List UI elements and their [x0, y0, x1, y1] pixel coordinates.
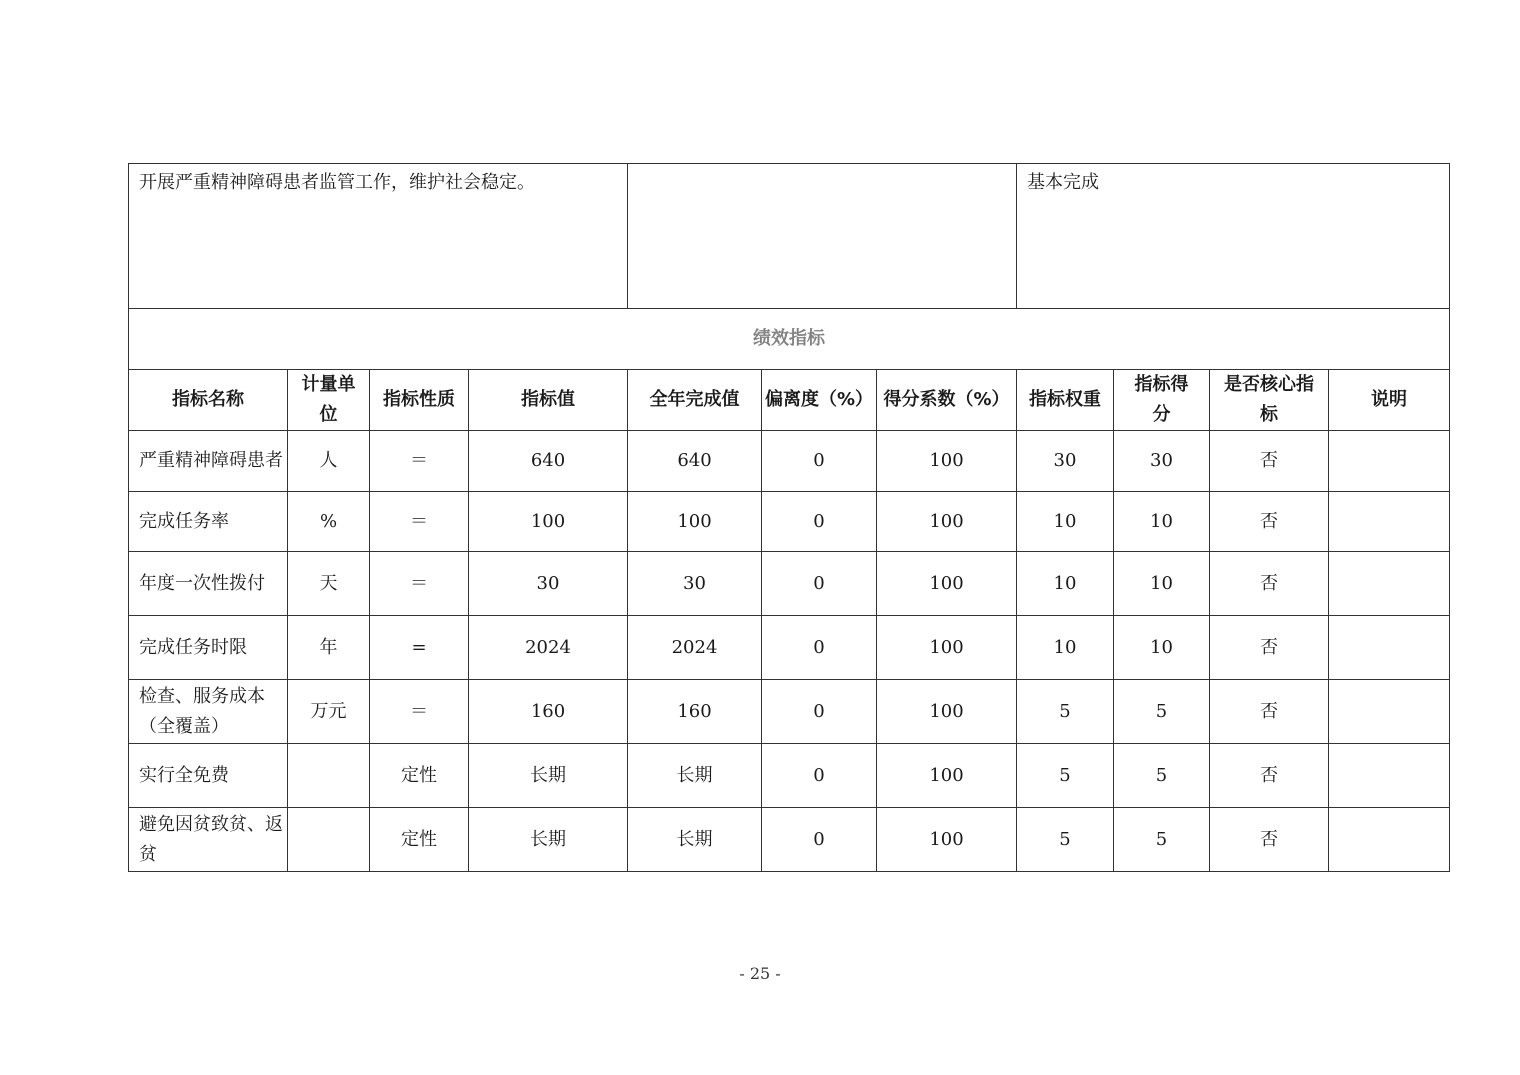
nature-cell: 定性	[370, 744, 469, 808]
nature-cell: 定性	[370, 808, 469, 872]
score-cell: 5	[1114, 808, 1210, 872]
unit-cell	[288, 744, 370, 808]
indicator-name: 检查、服务成本（全覆盖）	[129, 680, 288, 744]
summary-row	[129, 164, 1450, 309]
score-cell: 5	[1114, 680, 1210, 744]
note-cell	[1329, 808, 1450, 872]
coefficient-cell: 100	[877, 492, 1017, 552]
weight-cell: 10	[1017, 552, 1114, 616]
score-cell: 30	[1114, 431, 1210, 492]
header-score: 指标得分	[1114, 370, 1210, 431]
completed-cell: 100	[628, 492, 762, 552]
core-cell: 否	[1210, 616, 1329, 680]
nature-cell: ＝	[370, 552, 469, 616]
core-cell: 否	[1210, 680, 1329, 744]
core-cell: 否	[1210, 492, 1329, 552]
completed-cell: 2024	[628, 616, 762, 680]
note-cell	[1329, 744, 1450, 808]
header-note: 说明	[1329, 370, 1450, 431]
deviation-cell: 0	[762, 616, 877, 680]
score-cell: 5	[1114, 744, 1210, 808]
header-completed: 全年完成值	[628, 370, 762, 431]
performance-table	[128, 163, 1450, 872]
weight-cell: 10	[1017, 492, 1114, 552]
indicator-name: 严重精神障碍患者	[129, 431, 288, 492]
indicator-name: 年度一次性拨付	[129, 552, 288, 616]
page-number: - 25 -	[739, 964, 781, 983]
header-unit: 计量单位	[288, 370, 370, 431]
summary-actual	[628, 164, 1017, 309]
coefficient-cell: 100	[877, 616, 1017, 680]
coefficient-cell: 100	[877, 552, 1017, 616]
summary-status: 基本完成	[1017, 164, 1450, 309]
unit-cell: 天	[288, 552, 370, 616]
table-row	[129, 808, 1450, 872]
core-cell: 否	[1210, 431, 1329, 492]
core-cell: 否	[1210, 808, 1329, 872]
core-cell: 否	[1210, 552, 1329, 616]
header-coefficient: 得分系数（%）	[877, 370, 1017, 431]
indicator-name: 完成任务率	[129, 492, 288, 552]
note-cell	[1329, 680, 1450, 744]
header-row	[129, 370, 1450, 431]
value-cell: 640	[469, 431, 628, 492]
header-deviation: 偏离度（%）	[762, 370, 877, 431]
header-value: 指标值	[469, 370, 628, 431]
indicator-name: 避免因贫致贫、返贫	[129, 808, 288, 872]
coefficient-cell: 100	[877, 431, 1017, 492]
header-core: 是否核心指标	[1210, 370, 1329, 431]
table-row	[129, 431, 1450, 492]
note-cell	[1329, 616, 1450, 680]
section-title-row	[129, 309, 1450, 370]
score-cell: 10	[1114, 492, 1210, 552]
completed-cell: 长期	[628, 808, 762, 872]
nature-cell: =	[370, 616, 469, 680]
unit-cell: 年	[288, 616, 370, 680]
deviation-cell: 0	[762, 744, 877, 808]
indicator-name: 完成任务时限	[129, 616, 288, 680]
coefficient-cell: 100	[877, 744, 1017, 808]
value-cell: 100	[469, 492, 628, 552]
completed-cell: 640	[628, 431, 762, 492]
nature-cell: ＝	[370, 680, 469, 744]
deviation-cell: 0	[762, 431, 877, 492]
value-cell: 长期	[469, 744, 628, 808]
weight-cell: 5	[1017, 744, 1114, 808]
summary-goal: 开展严重精神障碍患者监管工作，维护社会稳定。	[129, 164, 628, 309]
completed-cell: 30	[628, 552, 762, 616]
table-row	[129, 616, 1450, 680]
completed-cell: 长期	[628, 744, 762, 808]
nature-cell: ＝	[370, 431, 469, 492]
weight-cell: 30	[1017, 431, 1114, 492]
completed-cell: 160	[628, 680, 762, 744]
table-row	[129, 744, 1450, 808]
section-title: 绩效指标	[129, 309, 1450, 370]
weight-cell: 5	[1017, 680, 1114, 744]
unit-cell: 万元	[288, 680, 370, 744]
weight-cell: 10	[1017, 616, 1114, 680]
note-cell	[1329, 431, 1450, 492]
deviation-cell: 0	[762, 552, 877, 616]
header-name: 指标名称	[129, 370, 288, 431]
nature-cell: ＝	[370, 492, 469, 552]
core-cell: 否	[1210, 744, 1329, 808]
unit-cell: 人	[288, 431, 370, 492]
score-cell: 10	[1114, 552, 1210, 616]
note-cell	[1329, 492, 1450, 552]
coefficient-cell: 100	[877, 680, 1017, 744]
indicator-name: 实行全免费	[129, 744, 288, 808]
unit-cell: %	[288, 492, 370, 552]
deviation-cell: 0	[762, 680, 877, 744]
value-cell: 160	[469, 680, 628, 744]
deviation-cell: 0	[762, 492, 877, 552]
table-row	[129, 492, 1450, 552]
deviation-cell: 0	[762, 808, 877, 872]
header-nature: 指标性质	[370, 370, 469, 431]
value-cell: 30	[469, 552, 628, 616]
table-row	[129, 552, 1450, 616]
note-cell	[1329, 552, 1450, 616]
value-cell: 长期	[469, 808, 628, 872]
score-cell: 10	[1114, 616, 1210, 680]
table-row	[129, 680, 1450, 744]
unit-cell	[288, 808, 370, 872]
coefficient-cell: 100	[877, 808, 1017, 872]
header-weight: 指标权重	[1017, 370, 1114, 431]
weight-cell: 5	[1017, 808, 1114, 872]
value-cell: 2024	[469, 616, 628, 680]
